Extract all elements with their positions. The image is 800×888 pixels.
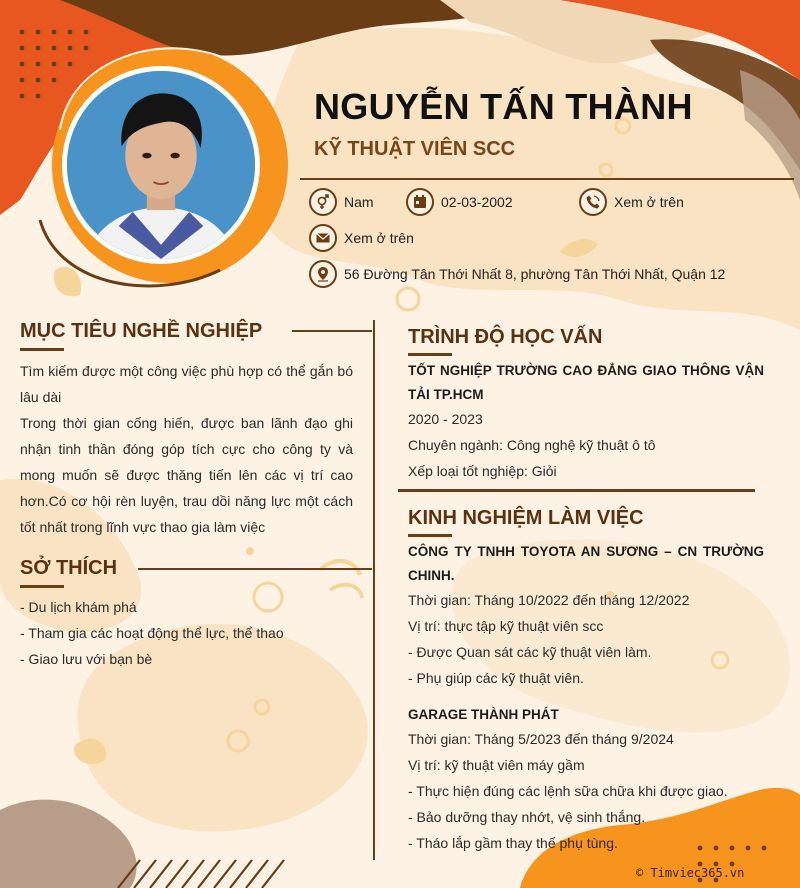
job-time: Thời gian: Tháng 10/2022 đến tháng 12/2022 [408, 592, 690, 608]
location-pin-icon [309, 260, 337, 288]
gender-icon [309, 188, 337, 216]
hobbies-list [20, 594, 284, 672]
contact-gender [309, 188, 374, 216]
email-value: Xem ở trên [344, 230, 414, 246]
education-details [408, 406, 656, 484]
job-task: - Phụ giúp các kỹ thuật viên. [408, 670, 584, 686]
footer-watermark: © Timviec365.vn [636, 866, 745, 880]
experience-title: KINH NGHIỆM LÀM VIỆC [408, 507, 644, 529]
header-divider [300, 178, 794, 180]
job-company: GARAGE THÀNH PHÁT [408, 707, 559, 722]
calendar-icon [406, 188, 434, 216]
job-time: Thời gian: Tháng 5/2023 đến tháng 9/2024 [408, 731, 674, 747]
job-task: - Tháo lắp gầm thay thế phụ tùng. [408, 835, 618, 851]
education-major: Chuyên ngành: Công nghệ kỹ thuật ô tô [408, 437, 656, 453]
hobbies-rule [138, 568, 372, 570]
experience-underline [408, 534, 452, 537]
objective-title: MỤC TIÊU NGHỀ NGHIỆP [20, 320, 263, 342]
job-company: CÔNG TY TNHH TOYOTA AN SƯƠNG – CN TRƯỜNG CHINH. [408, 544, 764, 583]
envelope-icon [309, 224, 337, 252]
job-task: - Thực hiện đúng các lệnh sữa chữa khi được giao. [408, 783, 728, 799]
contact-address [309, 260, 725, 288]
contact-birthday [406, 188, 513, 216]
education-title: TRÌNH ĐỘ HỌC VẤN [408, 326, 603, 348]
contact-phone [579, 188, 684, 216]
education-divider [398, 489, 755, 492]
job-position: Vị trí: thực tập kỹ thuật viên scc [408, 618, 604, 634]
hobbies-title: SỞ THÍCH [20, 557, 118, 579]
avatar [62, 66, 260, 264]
objective-rule [292, 330, 372, 332]
education-school: TỐT NGHIỆP TRƯỜNG CAO ĐẲNG GIAO THÔNG VẬN TẢI TP.HCM [408, 363, 764, 402]
birthday-value: 02-03-2002 [441, 194, 513, 210]
objective-text [20, 358, 353, 540]
education-underline [408, 353, 452, 356]
address-value: 56 Đường Tân Thới Nhất 8, phường Tân Thới Nhất, Quận 12 [344, 266, 726, 282]
education-grade: Xếp loại tốt nghiệp: Giỏi [408, 463, 557, 479]
contact-email [309, 224, 414, 252]
job-title: KỸ THUẬT VIÊN SCC [314, 138, 516, 160]
education-years: 2020 - 2023 [408, 411, 483, 427]
job-details [408, 587, 689, 691]
phone-value: Xem ở trên [614, 194, 684, 210]
phone-icon [579, 188, 607, 216]
objective-paragraph: Trong thời gian cống hiến, được ban lãnh đạo ghi nhận tinh thần đóng góp tích cực cho công ty và mong muốn sẽ được thăng tiến lên các vị trí cao hơn.Có cơ hội rèn luyện, trau dồi năng lực một cách tốt nhất trong lĩnh vực thao gia làm việc [20, 415, 353, 535]
list-item: - Giao lưu với bạn bè [20, 651, 153, 667]
person-icon [67, 71, 255, 259]
list-item: - Du lịch khám phá [20, 599, 137, 615]
job-task: - Được Quan sát các kỹ thuật viên làm. [408, 644, 652, 660]
hobbies-underline [20, 585, 64, 588]
job-position: Vị trí: kỹ thuật viên máy gầm [408, 757, 585, 773]
list-item: - Tham gia các hoạt động thể lực, thể thao [20, 625, 284, 641]
candidate-name: NGUYỄN TẤN THÀNH [314, 86, 693, 127]
gender-value: Nam [344, 194, 374, 210]
objective-paragraph: Tìm kiếm được một công việc phù hợp có thể gắn bó lâu dài [20, 363, 353, 405]
job-details [408, 726, 728, 856]
objective-underline [20, 348, 64, 351]
job-task: - Bảo dưỡng thay nhớt, vệ sinh thắng. [408, 809, 646, 825]
